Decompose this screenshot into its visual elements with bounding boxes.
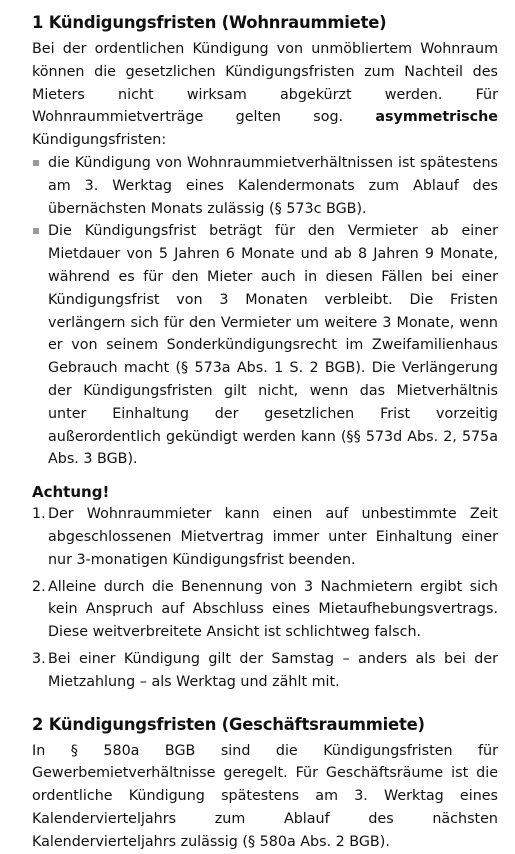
- attention-item: [32, 648, 498, 694]
- bullet-item: [32, 152, 498, 220]
- section1-intro-text: Bei der ordentlichen Kündigung von unmöbliertem Wohnraum können die gesetzlichen Kündigungsfristen zum Nachteil des Mieters nicht wirksam abgekürzt werden. Für Wohnraummietverträge gelten sog.: [32, 41, 498, 126]
- attention-item: [32, 576, 498, 644]
- item-number: 3.: [32, 650, 46, 667]
- section2-body: In § 580a BGB sind die Kündigungsfristen für Gewerbemietverhältnisse geregelt. Für Geschäftsräume ist die ordentliche Kündigung spätestens am 3. Werktag eines Kalendervierteljahrs zum Ablauf des nächsten Kalendervierteljahrs zulässig (§ 580a Abs. 2 BGB).: [32, 742, 498, 850]
- item-number: 1.: [32, 506, 46, 523]
- bullet-text: die Kündigung von Wohnraummietverhältnissen ist spätestens am 3. Werktag eines Kalendermonats zum Ablauf des übernächsten Monats zulässig (§ 573c BGB).: [48, 154, 498, 217]
- bullet-item: [32, 220, 498, 471]
- section1-bullet-list: [32, 152, 498, 471]
- attention-item: [32, 503, 498, 571]
- section2-heading: 2 Kündigungsfristen (Geschäftsraummiete): [32, 714, 425, 734]
- section1-intro: [32, 38, 498, 152]
- section1-intro-bold: asymmetrische: [375, 109, 498, 126]
- item-number: 2.: [32, 578, 46, 595]
- document-page: [32, 10, 498, 854]
- square-bullet-icon: [33, 228, 39, 234]
- item-text: Der Wohnraummieter kann einen auf unbestimmte Zeit abgeschlossenen Mietvertrag immer unter Einhaltung einer nur 3-monatigen Kündigungsfrist beenden.: [48, 506, 498, 568]
- bullet-text: Die Kündigungsfrist beträgt für den Vermieter ab einer Mietdauer von 5 Jahren 6 Monate und ab 8 Jahren 9 Monate, während es für den Mieter auch in diesen Fällen bei einer Kündigungsfrist von 3 Monaten verbleibt. Die Fristen verlängern sich für den Vermieter um weitere 3 Monate, wenn er von seinem Sonderkündigungsrecht im Zweifamilienhaus Gebrauch macht (§ 573a Abs. 1 S. 2 BGB). Die Verlängerung der Kündigungsfristen gilt nicht, wenn das Mietverhältnis unter Einhaltung der gesetzlichen Frist vorzeitig außerordentlich gekündigt werden kann (§§ 573d Abs. 2, 575a Abs. 3 BGB).: [48, 223, 498, 468]
- attention-list: [32, 503, 498, 693]
- item-text: Bei einer Kündigung gilt der Samstag – anders als bei der Mietzahlung – als Werktag und zählt mit.: [48, 650, 498, 690]
- square-bullet-icon: [33, 160, 39, 166]
- attention-heading: Achtung!: [32, 483, 110, 502]
- section1-intro-text-end: Kündigungsfristen:: [32, 132, 167, 149]
- item-text: Alleine durch die Benennung von 3 Nachmietern ergibt sich kein Anspruch auf Abschluss eines Mietaufhebungsvertrags. Diese weitverbreitete Ansicht ist schlichtweg falsch.: [48, 578, 498, 641]
- section1-heading: 1 Kündigungsfristen (Wohnraummiete): [32, 13, 387, 32]
